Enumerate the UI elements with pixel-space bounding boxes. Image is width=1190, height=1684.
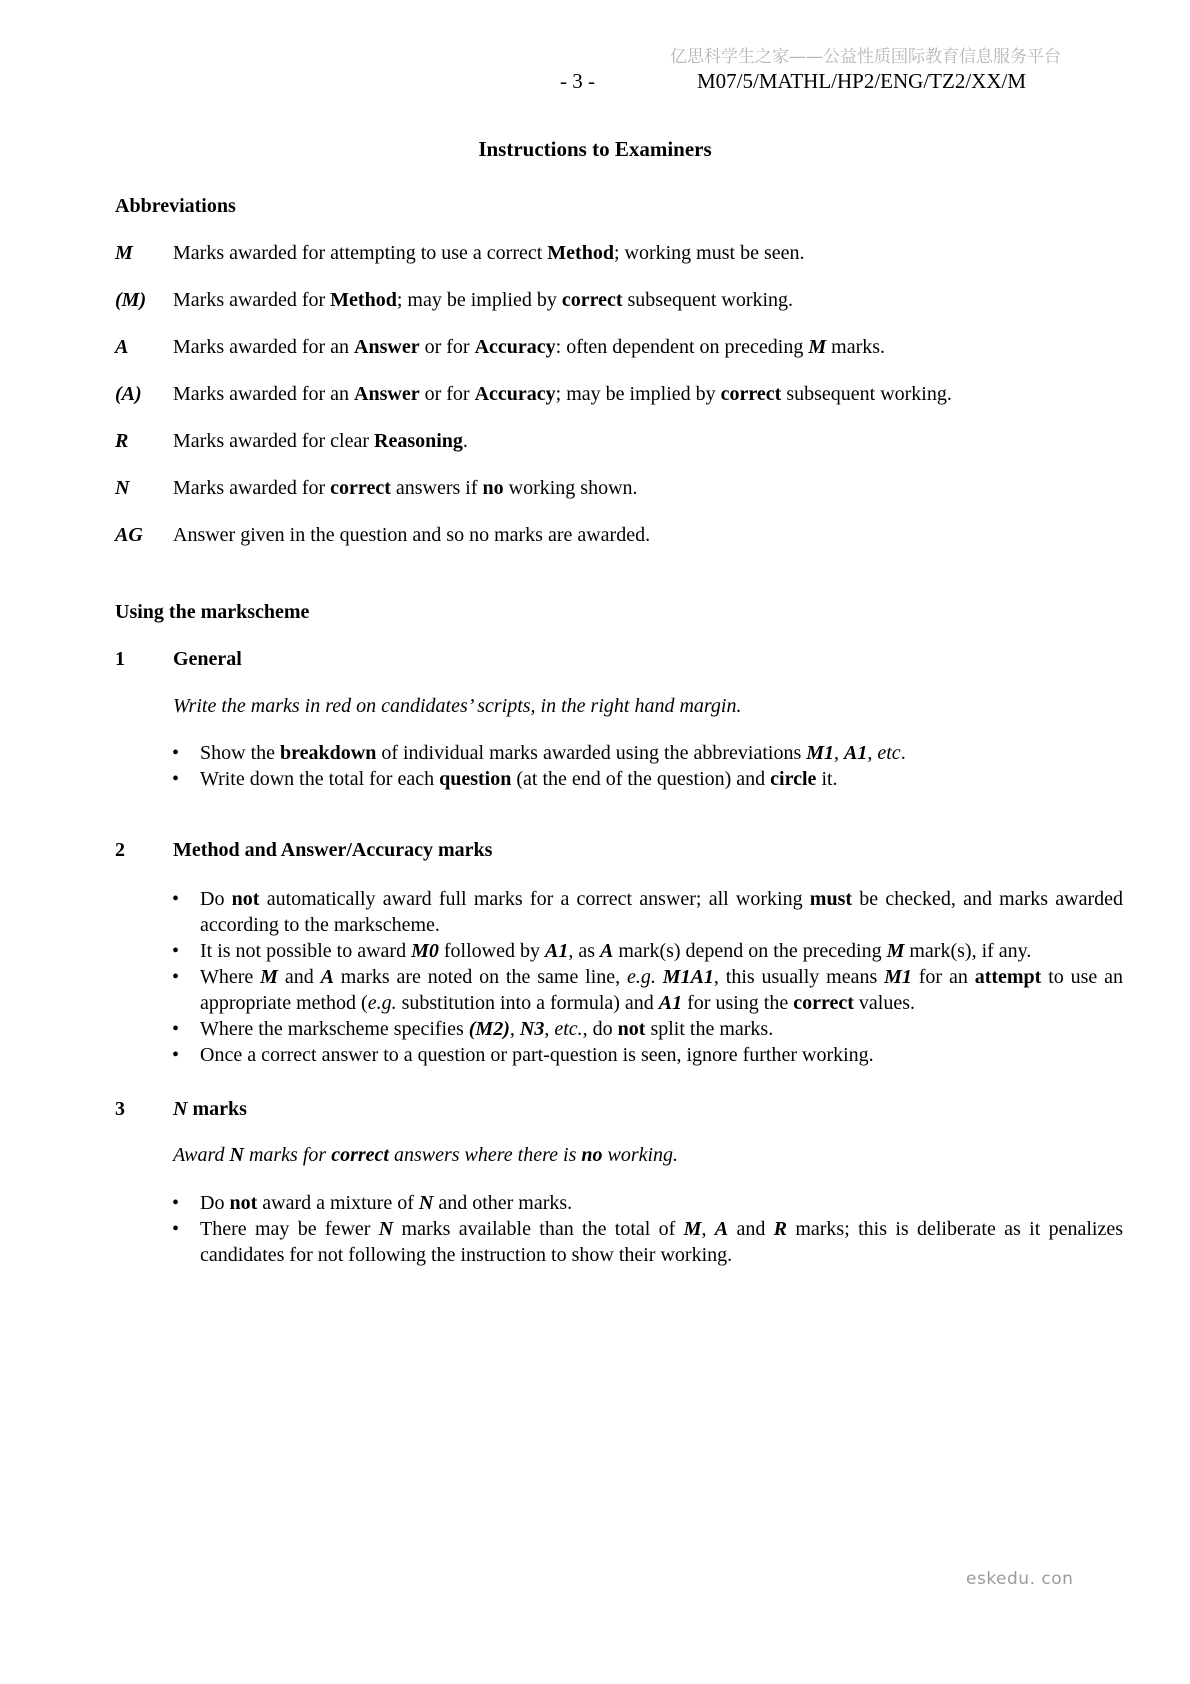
footer-site-watermark: eskedu. con [966, 1569, 1074, 1589]
abbreviation-term: M [115, 242, 133, 264]
bullet-icon: • [172, 742, 180, 764]
abbreviation-definition: Marks awarded for an Answer or for Accuracy: often dependent on preceding M marks. [173, 336, 886, 358]
bullet-item [172, 1042, 1123, 1068]
bullet-text: Where the markscheme specifies (M2), N3, etc., do not split the marks. [200, 1018, 774, 1040]
bullet-item [172, 1216, 1123, 1268]
abbreviation-definition: Marks awarded for correct answers if no working shown. [173, 477, 638, 499]
abbreviation-definition: Answer given in the question and so no marks are awarded. [173, 524, 651, 546]
abbreviation-term: R [115, 430, 129, 452]
abbreviation-definition: Marks awarded for attempting to use a correct Method; working must be seen. [173, 242, 805, 264]
bullet-text: Once a correct answer to a question or part-question is seen, ignore further working. [200, 1044, 874, 1066]
abbreviation-definition: Marks awarded for clear Reasoning. [173, 430, 468, 452]
abbreviation-definition: Marks awarded for Method; may be implied by correct subsequent working. [173, 289, 794, 311]
bullet-item [172, 740, 1123, 766]
abbreviation-row [115, 522, 1123, 548]
bullet-text: Show the breakdown of individual marks awarded using the abbreviations M1, A1, etc. [200, 742, 906, 764]
abbreviation-row [115, 334, 1123, 360]
bullet-icon: • [172, 966, 180, 988]
section-title: General [173, 648, 242, 670]
abbreviation-term: (A) [115, 383, 142, 405]
bullet-text: Where M and A marks are noted on the same line, e.g. M1A1, this usually means M1 for an attempt to use an appropriate method (e.g. substitution into a formula) and A1 for using the correct values. [200, 966, 1123, 1014]
section-1-intro: Write the marks in red on candidates’ scripts, in the right hand margin. [173, 695, 742, 717]
abbreviation-row [115, 381, 1123, 407]
bullet-item [172, 886, 1123, 938]
section-1-heading [115, 646, 1123, 672]
bullet-text: Write down the total for each question (at the end of the question) and circle it. [200, 768, 838, 790]
section-1-bullet-list [172, 740, 1123, 792]
section-title: Method and Answer/Accuracy marks [173, 839, 493, 861]
header-watermark: 亿思科学生之家——公益性质国际教育信息服务平台 [670, 47, 1061, 67]
section-number: 2 [115, 839, 125, 861]
bullet-item [172, 1190, 1123, 1216]
abbreviations-heading: Abbreviations [115, 195, 236, 217]
abbreviation-term: AG [115, 524, 143, 546]
bullet-item [172, 1016, 1123, 1042]
bullet-text: Do not award a mixture of N and other marks. [200, 1192, 573, 1214]
abbreviation-definition: Marks awarded for an Answer or for Accuracy; may be implied by correct subsequent working. [173, 383, 952, 405]
section-3-heading [115, 1096, 1123, 1122]
abbreviation-term: A [115, 336, 129, 358]
bullet-icon: • [172, 1044, 180, 1066]
bullet-item [172, 938, 1123, 964]
abbreviation-row [115, 428, 1123, 454]
bullet-item [172, 964, 1123, 1016]
section-3-intro: Award N marks for correct answers where there is no working. [173, 1144, 679, 1166]
section-number: 3 [115, 1098, 125, 1120]
section-3-bullet-list [172, 1190, 1123, 1268]
section-2-bullet-list [172, 886, 1123, 1068]
bullet-icon: • [172, 1018, 180, 1040]
bullet-icon: • [172, 888, 180, 910]
bullet-text: It is not possible to award M0 followed by A1, as A mark(s) depend on the preceding M mark(s), if any. [200, 940, 1032, 962]
page-title: Instructions to Examiners [478, 137, 712, 161]
section-title: N marks [173, 1098, 247, 1120]
bullet-icon: • [172, 1218, 180, 1240]
bullet-item [172, 766, 1123, 792]
markscheme-heading: Using the markscheme [115, 601, 310, 623]
abbreviation-term: (M) [115, 289, 147, 311]
abbreviation-row [115, 287, 1123, 313]
page-number: - 3 - [560, 69, 595, 93]
section-2-heading [115, 837, 1123, 863]
document-body [115, 193, 1123, 1268]
section-number: 1 [115, 648, 125, 670]
bullet-text: There may be fewer N marks available than the total of M, A and R marks; this is deliberate as it penalizes candidates for not following the instruction to show their working. [200, 1218, 1123, 1266]
abbreviation-term: N [115, 477, 130, 499]
bullet-icon: • [172, 768, 180, 790]
paper-code: M07/5/MATHL/HP2/ENG/TZ2/XX/M [697, 69, 1027, 93]
abbreviation-row [115, 475, 1123, 501]
bullet-icon: • [172, 1192, 180, 1214]
bullet-icon: • [172, 940, 180, 962]
abbreviation-row [115, 240, 1123, 266]
bullet-text: Do not automatically award full marks for a correct answer; all working must be checked, and marks awarded according to the markscheme. [200, 888, 1123, 936]
